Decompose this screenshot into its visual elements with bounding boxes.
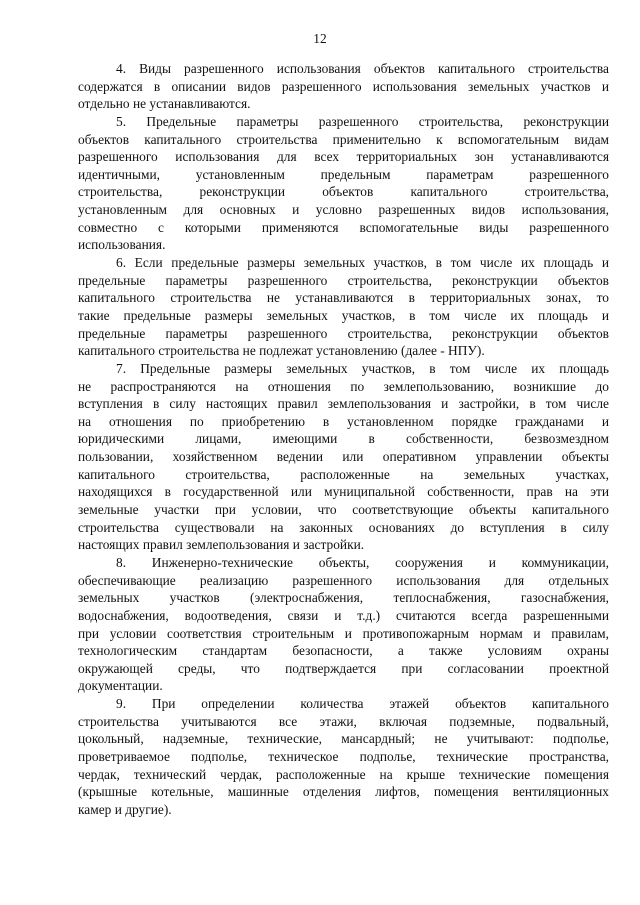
text-line: капитального строительства не устанавливаются в территориальных зонах, то [78,290,609,306]
text-line: 6. Если предельные размеры земельных участков, в том числе их площадь и [116,255,609,271]
text-line: находящихся в государственной или муниципальной собственности, прав на эти [78,484,609,500]
text-line: 7. Предельные размеры земельных участков, в том числе их площадь [116,360,609,376]
paragraph-7 [78,360,609,554]
text-line: совместно с которыми применяются вспомогательные виды разрешенного [78,219,609,235]
text-line: (крышные котельные, машинные отделения лифтов, помещения вентиляционных [78,784,609,800]
text-line: цокольный, надземные, технические, мансардный; не учитывают: подполье, [78,731,609,747]
document-body [78,60,609,819]
text-line: 5. Предельные параметры разрешенного строительства, реконструкции [116,113,609,129]
text-line: юридическими лицами, имеющими в собственности, безвозмездном [78,431,609,447]
text-line: капитального строительства, расположенные на земельных участках, [78,466,609,482]
text-line: 4. Виды разрешенного использования объектов капитального строительства [116,61,609,76]
text-line: содержатся в описании видов разрешенного использования земельных участков и [78,78,609,94]
text-line: окружающей среды, что подтверждается при согласовании проектной [78,660,609,676]
text-line: не распространяются на отношения по землепользованию, возникшие до [78,378,609,394]
text-line: вступления в силу настоящих правил землепользования и застройки, в том числе [78,396,609,412]
text-line: идентичными, установленным предельным параметрам разрешенного [78,166,609,182]
text-line: проветриваемое подполье, техническое подполье, технические пространства, [78,748,609,764]
text-line: строительства, реконструкции объектов капитального строительства, [78,184,609,200]
text-line: 9. При определении количества этажей объектов капитального [116,696,609,712]
text-line: 8. Инженерно-технические объекты, сооружения и коммуникации, [116,554,609,570]
text-line: предельные параметры разрешенного строительства, реконструкции объектов [78,272,609,288]
text-line: на отношения по приобретению в установленном порядке гражданами и [78,413,609,429]
text-line: чердак, технический чердак, расположенные на крыше технические помещения [78,766,609,782]
text-line: камер и другие). [78,801,172,817]
paragraph-5 [78,113,609,254]
text-line: такие предельные размеры земельных участков, в том числе их площадь и [78,307,609,323]
paragraph-6 [78,254,609,360]
text-line: обеспечивающие реализацию разрешенного использования для отдельных [78,572,609,588]
text-line: строительства учитываются все этажи, включая подземные, подвальный, [78,713,609,729]
text-line: капитального строительства не подлежат установлению (далее - НПУ). [78,343,485,359]
text-line: предельные параметры разрешенного строительства, реконструкции объектов [78,325,609,341]
text-line: документации. [78,678,163,694]
text-line: земельные участки при условии, что соответствующие объекты капитального [78,502,609,518]
text-line: разрешенного использования для всех территориальных зон устанавливаются [78,149,609,165]
text-line: установленным для основных и условно разрешенных видов использования, [78,202,609,218]
paragraph-9 [78,695,609,818]
page-number: 12 [313,31,327,46]
paragraph-8 [78,554,609,695]
text-line: настоящих правил землепользования и застройки. [78,537,365,553]
text-line: водоснабжения, водоотведения, связи и т.д.) считаются всегда разрешенными [78,607,609,623]
text-line: отдельно не устанавливаются. [78,96,251,112]
text-line: использования. [78,237,166,253]
text-line: при условии соответствия строительным и противопожарным нормам и правилам, [78,625,609,641]
paragraph-4 [78,60,609,113]
text-line: объектов капитального строительства применительно к вспомогательным видам [78,131,609,147]
text-line: земельных участков (электроснабжения, теплоснабжения, газоснабжения, [78,590,609,606]
text-line: технологическим стандартам безопасности, а также условиям охраны [78,643,609,659]
text-line: строительства существовали на законных основаниях до вступления в силу [78,519,609,535]
text-line: пользовании, хозяйственном ведении или оперативном управлении объекты [78,449,609,465]
